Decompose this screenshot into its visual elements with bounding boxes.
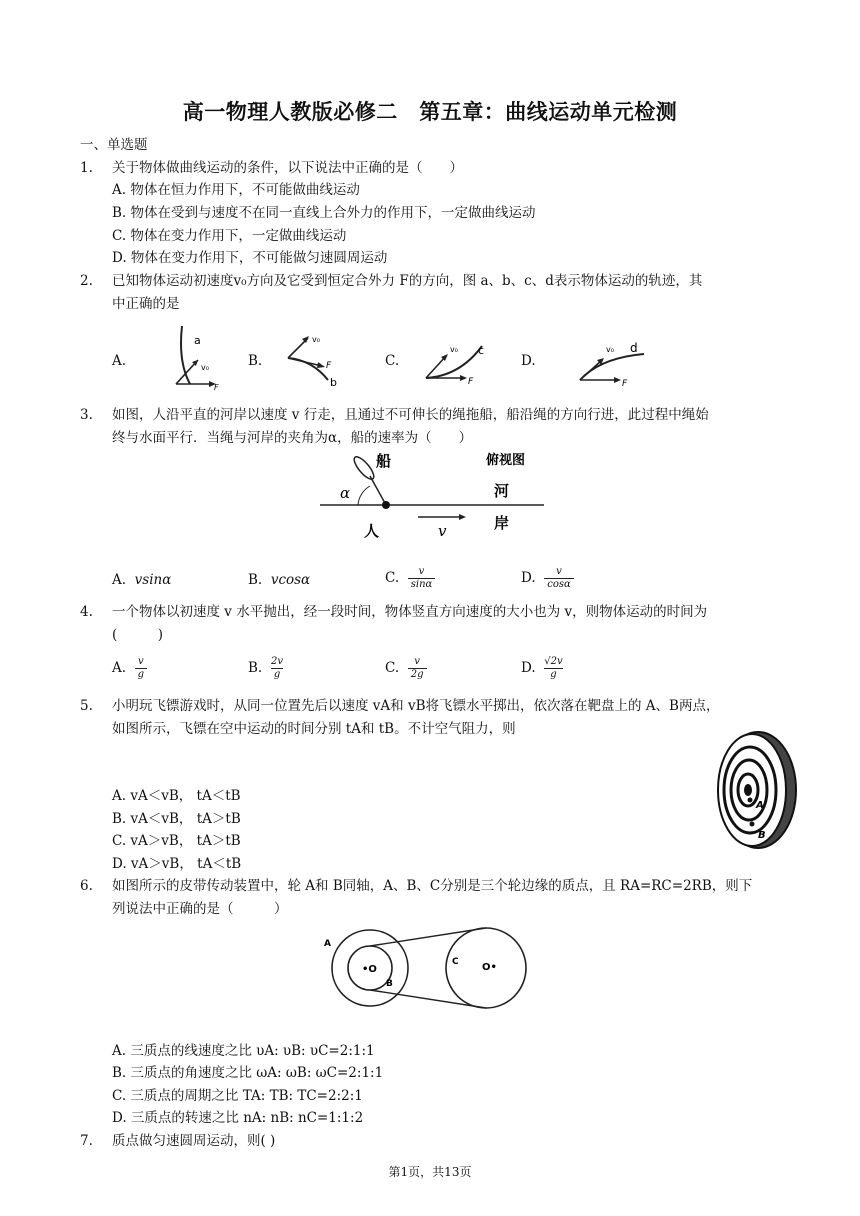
option-b: B. 三质点的角速度之比 ωA: ωB: ωC=2:1:1 — [112, 1065, 384, 1081]
fraction — [408, 656, 427, 681]
label-v0: v₀ — [450, 345, 458, 354]
option-text: vcosα — [270, 572, 311, 588]
velocity-arrow — [580, 360, 602, 380]
board-bullseye — [744, 784, 752, 796]
fraction — [271, 656, 283, 681]
option-a — [112, 571, 171, 589]
question-stem-line1: 如图所示的皮带传动装置中，轮 A和 B同轴，A、B、C分别是三个轮边缘的质点，且 RA=RC=2RB，则下 — [112, 878, 753, 894]
boat-shape — [351, 454, 377, 482]
label-d: d — [630, 341, 638, 355]
angle-arc — [358, 486, 370, 505]
option-label: B. — [248, 572, 263, 588]
denominator: cosα — [544, 578, 574, 591]
denominator: g — [544, 668, 562, 681]
option-a — [112, 656, 147, 681]
question-number: 6. — [80, 878, 93, 894]
option-label: C. — [385, 570, 400, 586]
question-stem-line1: 已知物体运动初速度v₀方向及它受到恒定合外力 F的方向，图 a、b、c、d表示物体运动的轨迹，其 — [112, 273, 703, 289]
label-a: a — [194, 334, 201, 347]
fraction — [544, 656, 562, 681]
trajectory-figure-c — [420, 336, 494, 386]
arrow-head — [459, 514, 466, 520]
label-v: v — [438, 522, 447, 540]
option-label: B. — [248, 660, 263, 676]
option-label: A. — [112, 660, 127, 676]
option-b: B. vA＜vB， tA＞tB — [112, 811, 241, 827]
label-a: A — [324, 939, 331, 949]
option-c: C. vA＞vB， tA＞tB — [112, 833, 241, 849]
label-bank: 岸 — [494, 514, 510, 532]
river-boat-figure — [318, 448, 548, 544]
option-d-label: D. — [521, 353, 536, 369]
question-number: 1. — [80, 160, 93, 176]
label-river: 河 — [494, 482, 510, 500]
arrow-head — [460, 375, 467, 381]
label-center-left: •O — [362, 964, 377, 975]
question-number: 4. — [80, 604, 93, 620]
option-c — [385, 566, 435, 591]
option-a: A. 三质点的线速度之比 υA: υB: υC=2:1:1 — [112, 1043, 375, 1059]
trajectory-figure-d — [574, 338, 654, 388]
label-v0: v₀ — [312, 335, 320, 344]
option-c: C. 三质点的周期之比 TA: TB: TC=2:2:1 — [112, 1088, 363, 1104]
dart-point-b — [750, 822, 755, 827]
label-b: B — [386, 979, 393, 989]
option-c: C. 物体在变力作用下，一定做曲线运动 — [112, 228, 347, 244]
trajectory-figure-b — [282, 328, 352, 390]
option-d: D. 物体在变力作用下，不可能做匀速圆周运动 — [112, 250, 388, 266]
question-stem-line2: 列说法中正确的是（ ） — [112, 901, 288, 917]
option-label: D. — [521, 660, 536, 676]
rope-line — [370, 476, 386, 505]
label-f: F — [326, 361, 332, 371]
question-stem-line2: 中正确的是 — [112, 296, 180, 312]
option-d — [521, 656, 563, 681]
arrow-head — [614, 377, 621, 383]
label-f: F — [214, 383, 219, 390]
page-footer: 第1页，共13页 — [388, 1165, 472, 1179]
question-stem-line1: 一个物体以初速度 v 水平抛出，经一段时间，物体竖直方向速度的大小也为 v，则物体运动的时间为 — [112, 604, 708, 620]
fraction — [544, 566, 574, 591]
section-heading: 一、单选题 — [80, 137, 148, 153]
option-text: vsinα — [134, 572, 172, 588]
option-d — [521, 566, 574, 591]
numerator: v — [556, 566, 562, 577]
denominator: g — [271, 668, 283, 681]
fraction — [135, 656, 147, 681]
numerator: 2v — [271, 656, 284, 667]
belt-bottom — [370, 990, 486, 1008]
question-stem-line2: ( ) — [112, 627, 164, 643]
fraction — [408, 566, 436, 591]
question-stem: 质点做匀速圆周运动，则( ) — [112, 1133, 276, 1149]
label-c: C — [452, 957, 459, 967]
question-number: 5. — [80, 698, 93, 714]
numerator: v — [138, 656, 144, 667]
trajectory-curve — [181, 326, 190, 384]
question-number: 3. — [80, 407, 93, 423]
option-b: B. 物体在受到与速度不在同一直线上合外力的作用下，一定做曲线运动 — [112, 205, 536, 221]
label-boat: 船 — [376, 452, 392, 470]
question-number: 7. — [80, 1133, 93, 1149]
numerator: v — [414, 656, 420, 667]
trajectory-curve — [580, 354, 644, 380]
person-dot — [382, 501, 390, 509]
label-v0: v₀ — [201, 363, 209, 372]
label-person: 人 — [364, 522, 380, 540]
numerator: √2v — [544, 656, 563, 667]
option-d: D. vA＞vB， tA＜tB — [112, 856, 242, 872]
denominator: sinα — [408, 578, 436, 591]
question-stem-line1: 小明玩飞镖游戏时，从同一位置先后以速度 vA和 vB将飞镖水平掷出，依次落在靶盘上的 A、B两点， — [112, 698, 720, 714]
label-top-view: 俯视图 — [486, 453, 526, 468]
label-f: F — [622, 379, 628, 388]
page-title: 高一物理人教版必修二 第五章：曲线运动单元检测 — [182, 100, 678, 124]
belt-drive-figure — [320, 918, 532, 1022]
question-number: 2. — [80, 273, 93, 289]
denominator: g — [135, 668, 147, 681]
label-b: B — [758, 830, 766, 841]
label-center-right: O• — [482, 962, 497, 973]
option-a-label: A. — [112, 353, 127, 369]
question-stem-line2: 终与水面平行．当绳与河岸的夹角为α，船的速率为（ ） — [112, 430, 473, 446]
label-alpha: α — [340, 484, 351, 502]
question-stem-line2: 如图所示，飞镖在空中运动的时间分别 tA和 tB。不计空气阻力，则 — [112, 721, 516, 737]
label-c: c — [478, 344, 485, 357]
label-v0: v₀ — [606, 345, 614, 354]
label-f: F — [468, 377, 474, 386]
option-b-label: B. — [248, 353, 263, 369]
force-arrow — [288, 358, 322, 366]
trajectory-figure-a — [168, 322, 228, 390]
option-a: A. vA＜vB， tA＜tB — [112, 788, 241, 804]
numerator: v — [418, 566, 425, 577]
option-c — [385, 656, 427, 681]
question-stem-line1: 如图，人沿平直的河岸以速度 v 行走，且通过不可伸长的绳拖船，船沿绳的方向行进，此过程中绳始 — [112, 407, 709, 423]
option-a: A. 物体在恒力作用下，不可能做曲线运动 — [112, 182, 360, 198]
dart-point-a — [748, 798, 753, 803]
option-label: A. — [112, 572, 127, 588]
label-b: b — [330, 376, 337, 389]
denominator: 2g — [408, 668, 427, 681]
option-label: D. — [521, 570, 536, 586]
trajectory-curve — [288, 358, 328, 380]
option-d: D. 三质点的转速之比 nA: nB: nC=1:1:2 — [112, 1110, 364, 1126]
belt-top — [370, 928, 486, 946]
option-b — [248, 656, 283, 681]
option-c-label: C. — [385, 353, 400, 369]
label-a: A — [756, 800, 764, 811]
option-b — [248, 571, 310, 589]
dartboard-figure — [708, 728, 802, 852]
question-stem: 关于物体做曲线运动的条件，以下说法中正确的是（ ） — [112, 160, 463, 176]
arrow-head — [317, 362, 325, 368]
option-label: C. — [385, 660, 400, 676]
